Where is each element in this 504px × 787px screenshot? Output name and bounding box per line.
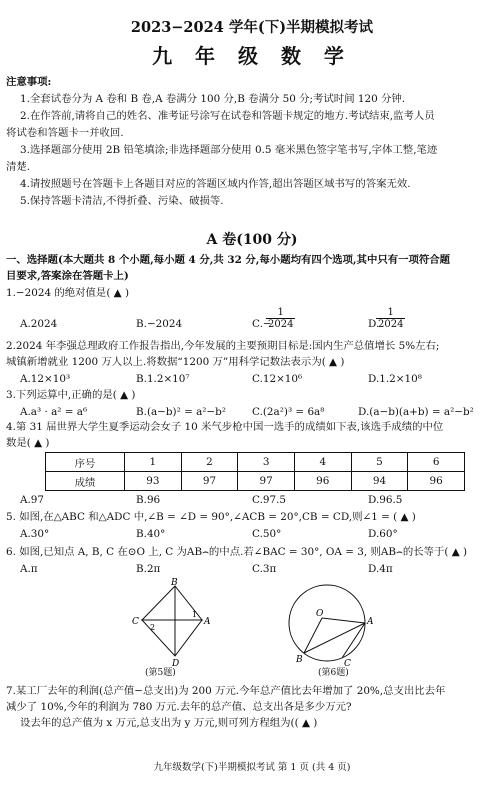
label-o: O — [316, 609, 324, 619]
q4-option-a: A.97 — [20, 494, 45, 506]
q6-option-c: C.3π — [252, 563, 277, 575]
table-cell: 96 — [294, 472, 351, 491]
page-footer: 九年级数学(下)半期模拟考试 第 1 页 (共 4 页) — [153, 762, 351, 773]
table-cell: 93 — [125, 472, 182, 491]
q6-option-b: B.2π — [136, 563, 161, 575]
q1-option-d-fraction: $\frac{1}{2024}$ — [378, 307, 404, 330]
q7-stem-3: 设去年的总产值为 x 万元,总支出为 y 万元,则可列方程组为(( ▲ ) — [20, 717, 318, 729]
label-c: C — [344, 659, 351, 669]
q6-figure-caption: (第6题) — [318, 668, 349, 678]
q4-stem-1: 4.第 31 届世界大学生夏季运动会女子 10 米气步枪中国一选手的成绩如下表,该选手成绩的中位 — [6, 421, 444, 433]
segment-ab — [304, 623, 365, 653]
q3-option-c: C.(2a²)³ = 6a⁸ — [252, 406, 325, 418]
table-cell: 4 — [294, 453, 351, 472]
q1-stem: 1.−2024 的绝对值是( ▲ ) — [6, 287, 130, 299]
q5-figure — [130, 578, 220, 668]
section-a-title: A 卷(100 分) — [206, 232, 298, 248]
q4-option-b: B.96 — [136, 494, 161, 506]
note-3b: 清楚. — [6, 161, 31, 173]
q6-option-d: D.4π — [368, 563, 393, 575]
q4-option-d: D.96.5 — [368, 494, 403, 506]
table-row-header: 序号 — [46, 453, 125, 472]
note-4: 4.请按照题号在答题卡上各题目对应的答题区域内作答,超出答题区域书写的答案无效. — [20, 178, 411, 190]
label-a: A — [367, 617, 374, 627]
label-b: B — [296, 655, 303, 665]
part1-instructions-1: 一、选择题(本大题共 8 个小题,每小题 4 分,共 32 分,每小题均有四个选项,其中只有一项符合题 — [6, 254, 451, 266]
q5-figure-caption: (第5题) — [145, 668, 176, 678]
label-a: A — [204, 617, 211, 627]
q6-figure — [282, 578, 382, 673]
q1-option-c-fraction: $\frac{1}{2024}$ — [268, 307, 294, 330]
table-row-header: 成绩 — [46, 472, 125, 491]
exam-title: 2023−2024 学年(下)半期模拟考试 — [130, 19, 374, 36]
q2-option-c: C.12×10⁶ — [252, 373, 303, 385]
q7-stem-2: 减少了 10%,今年的利润为 780 万元.去年的总产值、总支出各是多少万元? — [6, 701, 352, 713]
q4-option-c: C.97.5 — [252, 494, 287, 506]
angle-1-label: 1 — [192, 610, 198, 619]
note-5: 5.保持答题卡清洁,不得折叠、污染、破损等. — [20, 195, 224, 207]
segment-ob — [304, 618, 322, 653]
angle-2-label: 2 — [150, 623, 156, 632]
circle-o — [289, 585, 365, 661]
segment-oa — [322, 618, 365, 623]
table-cell: 5 — [351, 453, 408, 472]
q2-stem-1: 2.2024 年李强总理政府工作报告指出,今年发展的主要预期目标是:国内生产总值增长 5%左右; — [6, 340, 440, 352]
note-1: 1.全套试卷分为 A 卷和 B 卷,A 卷满分 100 分,B 卷满分 50 分;考试时间 120 分钟. — [20, 93, 406, 105]
table-cell: 97 — [181, 472, 238, 491]
table-row — [46, 453, 465, 472]
q6-option-a: A.π — [20, 563, 38, 575]
label-b: B — [171, 578, 178, 588]
q4-stem-2: 数是( ▲ ) — [6, 437, 50, 449]
table-cell: 3 — [238, 453, 295, 472]
notes-heading: 注意事项: — [6, 76, 52, 88]
q5-option-a: A.30° — [20, 528, 50, 540]
q3-option-d: D.(a−b)(a+b) = a²−b² — [358, 406, 474, 418]
table-cell: 94 — [351, 472, 408, 491]
q3-option-a: A.a³ · a² = a⁶ — [20, 406, 88, 418]
q2-stem-2: 城镇新增就业 1200 万人以上.将数据“1200 万”用科学记数法表示为( ▲ ) — [6, 356, 345, 368]
q1-option-b: B.−2024 — [136, 318, 183, 330]
table-cell: 97 — [238, 472, 295, 491]
q5-option-b: B.40° — [136, 528, 166, 540]
q2-option-d: D.1.2×10⁸ — [368, 373, 422, 385]
score-table — [45, 452, 465, 491]
q1-option-a: A.2024 — [20, 318, 58, 330]
q5-option-c: C.50° — [252, 528, 282, 540]
note-2b: 将试卷和答题卡一并收回. — [6, 127, 124, 139]
q2-option-a: A.12×10³ — [20, 373, 71, 385]
table-cell: 96 — [408, 472, 465, 491]
q3-stem: 3.下列运算中,正确的是( ▲ ) — [6, 389, 136, 401]
table-cell: 1 — [125, 453, 182, 472]
q5-stem: 5. 如图,在△ABC 和△ADC 中,∠B = ∠D = 90°,∠ACB = 20°,CB = CD,则∠1 = ( ▲ ) — [6, 511, 416, 523]
q3-option-b: B.(a−b)² = a²−b² — [136, 406, 226, 418]
table-cell: 6 — [408, 453, 465, 472]
label-c: C — [132, 617, 139, 627]
q6-stem: 6. 如图,已知点 A, B, C 在⊙O 上, C 为AB⌢的中点.若∠BAC = 30°, OA = 3, 则AB⌢的长等于( ▲ ) — [6, 546, 468, 558]
q1-option-c: C.− — [252, 318, 272, 330]
q2-option-b: B.1.2×10⁷ — [136, 373, 190, 385]
note-3a: 3.选择题部分使用 2B 铅笔填涂;非选择题部分使用 0.5 毫米黑色签字笔书写,字体工整,笔迹 — [20, 144, 438, 156]
label-d: D — [172, 659, 180, 668]
q5-option-d: D.60° — [368, 528, 398, 540]
q1-option-d: D. — [368, 318, 380, 330]
subject-title: 九 年 级 数 学 — [152, 44, 352, 68]
table-cell: 2 — [181, 453, 238, 472]
table-row — [46, 472, 465, 491]
note-2a: 2.在作答前,请将自己的姓名、准考证号涂写在试卷和答题卡规定的地方.考试结束,监考人员 — [20, 110, 435, 122]
part1-instructions-2: 目要求,答案涂在答题卡上) — [6, 270, 129, 282]
q7-stem-1: 7.某工厂去年的利润(总产值−总支出)为 200 万元.今年总产值比去年增加了 20%,总支出比去年 — [6, 685, 446, 697]
